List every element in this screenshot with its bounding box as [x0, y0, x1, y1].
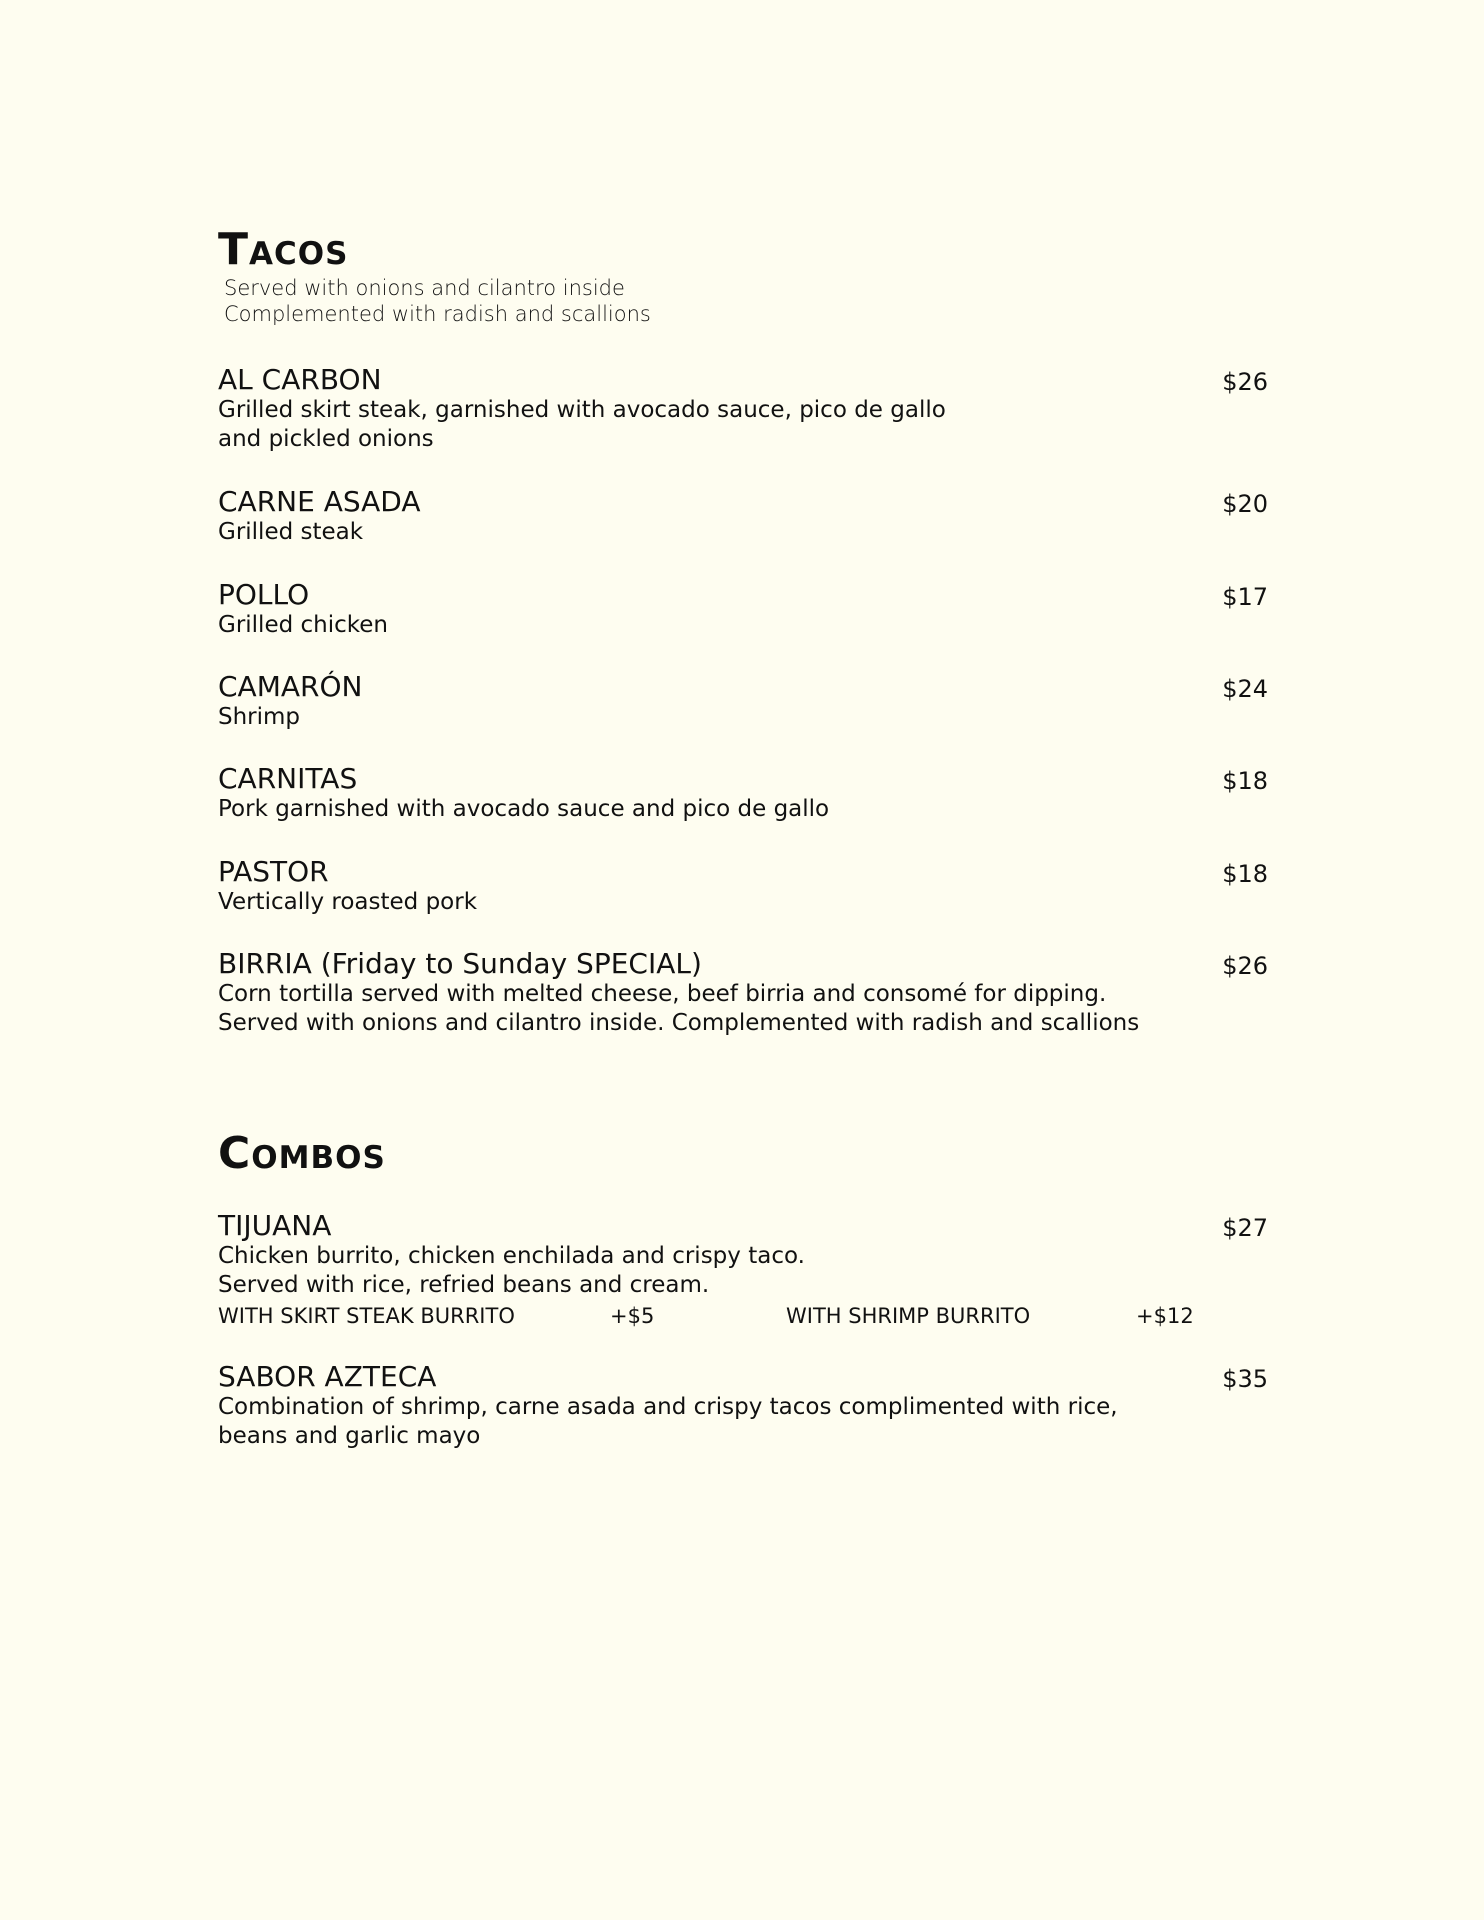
menu-item-pollo	[218, 579, 1268, 640]
menu-item-carnitas	[218, 763, 1268, 824]
item-description: Corn tortilla served with melted cheese, beef birria and consomé for dipping.	[218, 981, 1107, 1007]
item-name: SABOR AZTECA	[218, 1360, 437, 1393]
item-description: Pork garnished with avocado sauce and pico de gallo	[218, 796, 830, 822]
item-name: CARNITAS	[218, 762, 358, 795]
item-description: Combination of shrimp, carne asada and crispy tacos complimented with rice,	[218, 1394, 1118, 1420]
menu-item-sabor-azteca	[218, 1361, 1268, 1451]
item-price: $26	[1222, 952, 1268, 980]
tacos-title: Tacos	[218, 224, 349, 275]
item-price: $26	[1222, 368, 1268, 396]
tacos-subtitle-line: Complemented with radish and scallions	[224, 302, 651, 326]
item-price: $27	[1222, 1214, 1268, 1242]
item-description: Grilled steak	[218, 519, 364, 545]
item-price: $20	[1222, 490, 1268, 518]
item-name: CAMARÓN	[218, 670, 363, 703]
item-price: $24	[1222, 675, 1268, 703]
addon-price: +$5	[610, 1304, 655, 1328]
item-price: $18	[1222, 860, 1268, 888]
item-name: PASTOR	[218, 855, 329, 888]
menu-item-birria	[218, 948, 1268, 1038]
item-name: TIJUANA	[218, 1209, 332, 1242]
item-price: $18	[1222, 767, 1268, 795]
item-name: BIRRIA (Friday to Sunday SPECIAL)	[218, 947, 702, 980]
combos-title: Combos	[218, 1128, 386, 1179]
item-description: Served with onions and cilantro inside. Complemented with radish and scallions	[218, 1010, 1140, 1036]
item-price: $35	[1222, 1365, 1268, 1393]
menu-page	[218, 0, 1268, 1920]
item-description: Grilled chicken	[218, 612, 388, 638]
item-description: Grilled skirt steak, garnished with avocado sauce, pico de gallo	[218, 397, 946, 423]
tacos-subtitle	[224, 275, 651, 327]
addon-label: WITH SHRIMP BURRITO	[786, 1304, 1031, 1328]
menu-item-carne-asada	[218, 486, 1268, 547]
menu-item-camaron	[218, 671, 1268, 732]
menu-item-pastor	[218, 856, 1268, 917]
menu-item-al-carbon	[218, 364, 1268, 454]
item-name: POLLO	[218, 578, 310, 611]
addon-row	[218, 1302, 1268, 1330]
tacos-subtitle-line: Served with onions and cilantro inside	[224, 276, 625, 300]
item-description: Chicken burrito, chicken enchilada and crispy taco.	[218, 1243, 805, 1269]
addon-label: WITH SKIRT STEAK BURRITO	[218, 1304, 515, 1328]
item-description: beans and garlic mayo	[218, 1423, 481, 1449]
item-description: Served with rice, refried beans and cream.	[218, 1272, 710, 1298]
item-description: Vertically roasted pork	[218, 889, 478, 915]
item-description: and pickled onions	[218, 426, 434, 452]
item-name: AL CARBON	[218, 363, 382, 396]
item-description: Shrimp	[218, 704, 301, 730]
menu-item-tijuana	[218, 1210, 1268, 1330]
addon-price: +$12	[1136, 1304, 1194, 1328]
item-name: CARNE ASADA	[218, 485, 421, 518]
item-price: $17	[1222, 583, 1268, 611]
